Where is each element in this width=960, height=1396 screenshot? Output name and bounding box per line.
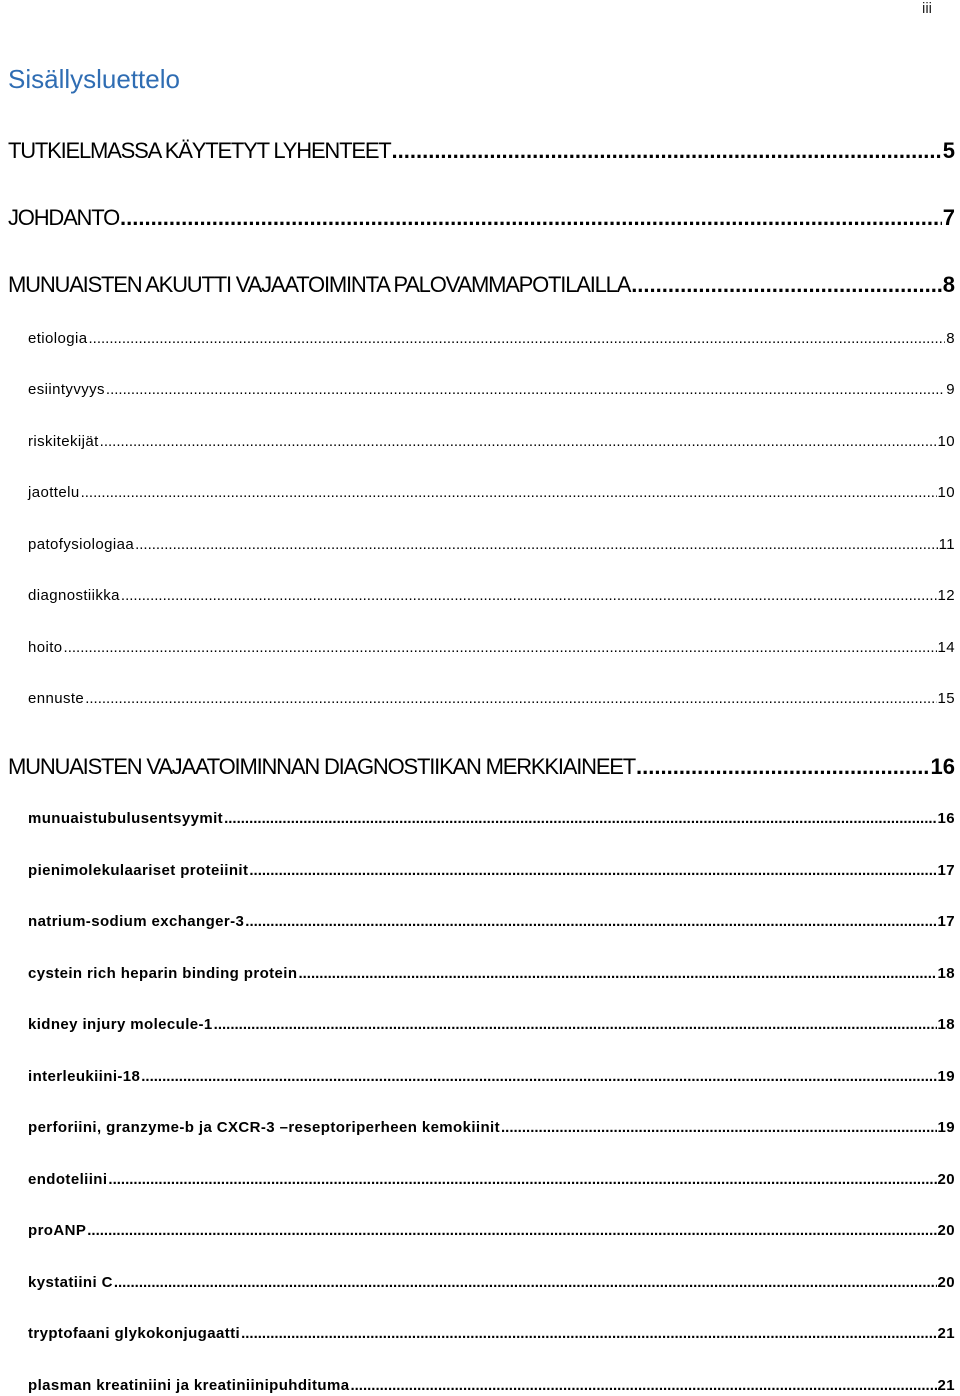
toc-entry-label: kystatiini C [28,1274,113,1291]
toc-entry-label: esiintyvyys [28,381,105,398]
toc-entry[interactable] [28,1119,955,1136]
toc-entry[interactable] [28,1016,955,1033]
toc-leader-dots [298,965,936,982]
toc-entry-label: natrium-sodium exchanger-3 [28,913,245,930]
toc-entry-page: 12 [937,587,955,604]
toc-leader-dots [141,1068,936,1085]
toc-leader-dots [87,1222,936,1239]
toc-entry-page: 19 [937,1119,955,1136]
toc-entry[interactable] [28,810,955,827]
toc-entry[interactable] [8,138,955,164]
toc-entry-page: 14 [937,639,955,656]
toc-leader-dots [85,690,936,707]
toc-entry-page: 20 [937,1222,955,1239]
toc-entry-label: munuaistubulusentsyymit [28,810,224,827]
toc-leader-dots [636,754,929,780]
toc-entry-page: 16 [937,810,955,827]
toc-entry-label: cystein rich heparin binding protein [28,965,298,982]
toc-entry-page: 15 [937,690,955,707]
toc-entry-page: 9 [946,381,955,398]
toc-entry[interactable] [8,754,955,780]
toc-leader-dots [120,205,942,231]
toc-entry[interactable] [28,1068,955,1085]
toc-entry[interactable] [28,1377,955,1394]
toc-heading: Sisällysluettelo [8,64,180,94]
toc-entry-page: 8 [946,330,955,347]
toc-leader-dots [88,330,945,347]
toc-entry-label: plasman kreatiniini ja kreatiniinipuhdituma [28,1377,350,1394]
toc-leader-dots [631,272,942,298]
toc-leader-dots [100,433,937,450]
toc-entry[interactable] [28,484,955,501]
toc-entry-page: 18 [937,1016,955,1033]
toc-entry-page: 20 [937,1274,955,1291]
toc-leader-dots [392,138,942,164]
toc-entry-page: 10 [937,484,955,501]
toc-entry-label: hoito [28,639,63,656]
toc-entry-label: TUTKIELMASSA KÄYTETYT LYHENTEET [8,138,391,163]
toc-leader-dots [108,1171,936,1188]
toc-entry-page: 21 [937,1377,955,1394]
toc-leader-dots [135,536,938,553]
toc-leader-dots [214,1016,937,1033]
toc-leader-dots [81,484,937,501]
toc-entry-label: kidney injury molecule-1 [28,1016,213,1033]
toc-entry[interactable] [28,1222,955,1239]
toc-entry-page: 17 [937,862,955,879]
toc-entry-label: MUNUAISTEN AKUUTTI VAJAATOIMINTA PALOVAMMAPOTILAILLA [8,272,631,297]
toc-leader-dots [114,1274,937,1291]
toc-entry-page: 8 [942,272,955,297]
toc-leader-dots [350,1377,936,1394]
toc-entry-page: 19 [937,1068,955,1085]
toc-entry[interactable] [28,433,955,450]
toc-entry-label: etiologia [28,330,88,347]
toc-entry-label: tryptofaani glykokonjugaatti [28,1325,241,1342]
toc-entry[interactable] [28,862,955,879]
toc-entry[interactable] [28,536,955,553]
toc-entry-label: diagnostiikka [28,587,120,604]
toc-entry[interactable] [8,205,955,231]
toc-entry[interactable] [28,913,955,930]
toc-entry[interactable] [28,587,955,604]
toc-entry[interactable] [28,690,955,707]
toc-entry-label: ennuste [28,690,85,707]
toc-leader-dots [106,381,945,398]
toc-entry-label: patofysiologiaa [28,536,135,553]
toc-entry[interactable] [28,965,955,982]
toc-leader-dots [64,639,937,656]
toc-entry[interactable] [28,639,955,656]
toc-leader-dots [501,1119,936,1136]
toc-entry-label: perforiini, granzyme-b ja CXCR-3 –reseptoriperheen kemokiinit [28,1119,501,1136]
toc-entry-label: riskitekijät [28,433,99,450]
toc-entry-page: 16 [930,754,955,779]
toc-entry-page: 17 [937,913,955,930]
toc-entry-page: 11 [938,536,955,553]
toc-leader-dots [249,862,936,879]
toc-entry-label: pienimolekulaariset proteiinit [28,862,249,879]
toc-entry-label: interleukiini-18 [28,1068,141,1085]
toc-leader-dots [245,913,936,930]
toc-entry[interactable] [28,330,955,347]
toc-entry-page: 7 [942,205,955,230]
toc-entry[interactable] [28,1274,955,1291]
toc-entry[interactable] [28,1325,955,1342]
toc-entry-label: jaottelu [28,484,80,501]
toc-entry[interactable] [28,1171,955,1188]
toc-entry[interactable] [8,272,955,298]
toc-entry-label: JOHDANTO [8,205,120,230]
toc-leader-dots [121,587,937,604]
toc-entry-page: 18 [937,965,955,982]
toc-entry-label: proANP [28,1222,87,1239]
toc-entry-page: 10 [937,433,955,450]
page-number: iii [922,0,932,17]
toc-entry-page: 5 [942,138,955,163]
toc-leader-dots [224,810,936,827]
toc-entry-label: MUNUAISTEN VAJAATOIMINNAN DIAGNOSTIIKAN MERKKIAINEET [8,754,636,779]
toc-entry-page: 20 [937,1171,955,1188]
toc-entry-label: endoteliini [28,1171,108,1188]
toc-leader-dots [241,1325,936,1342]
toc-entry-page: 21 [937,1325,955,1342]
toc-entry[interactable] [28,381,955,398]
